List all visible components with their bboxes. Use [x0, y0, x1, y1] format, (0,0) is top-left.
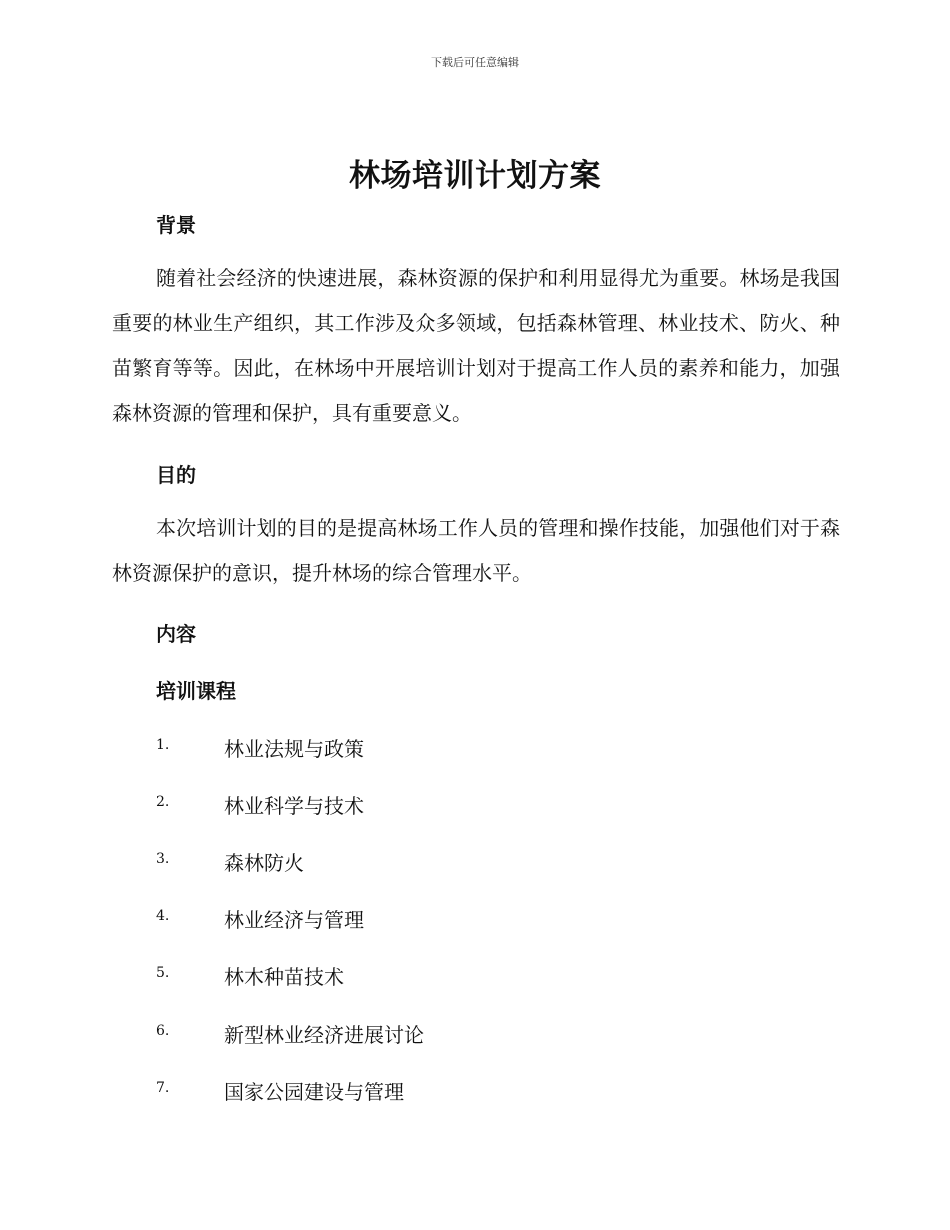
list-item-number: 7.	[156, 1080, 170, 1096]
list-item-number: 4.	[156, 908, 170, 924]
list-item-text: 林业经济与管理	[224, 908, 364, 932]
list-item-text: 森林防火	[224, 851, 304, 875]
list-item-number: 6.	[156, 1023, 170, 1039]
section-heading-background: 背景	[156, 213, 196, 237]
list-item-text: 国家公园建设与管理	[224, 1080, 404, 1104]
list-item-text: 新型林业经济进展讨论	[224, 1023, 424, 1047]
list-item-number: 1.	[156, 737, 170, 753]
paragraph-purpose: 本次培训计划的目的是提高林场工作人员的管理和操作技能，加强他们对于森林资源保护的意识，提升林场的综合管理水平。	[112, 516, 840, 585]
list-item-text: 林业法规与政策	[224, 737, 364, 761]
paragraph-background: 随着社会经济的快速进展，森林资源的保护和利用显得尤为重要。林场是我国重要的林业生产组织，其工作涉及众多领域，包括森林管理、林业技术、防火、种苗繁育等等。因此，在林场中开展培训计划对于提高工作人员的素养和能力，加强森林资源的管理和保护，具有重要意义。	[112, 266, 840, 425]
list-item-number: 3.	[156, 851, 170, 867]
list-item-number: 5.	[156, 965, 170, 981]
subheading-courses: 培训课程	[156, 679, 236, 703]
section-heading-content: 内容	[156, 622, 196, 646]
list-item-number: 2.	[156, 794, 170, 810]
header-note: 下载后可任意编辑	[431, 56, 519, 69]
document-title: 林场培训计划方案	[349, 158, 601, 194]
section-heading-purpose: 目的	[156, 463, 196, 487]
list-item-text: 林业科学与技术	[224, 794, 364, 818]
list-item-text: 林木种苗技术	[224, 965, 344, 989]
